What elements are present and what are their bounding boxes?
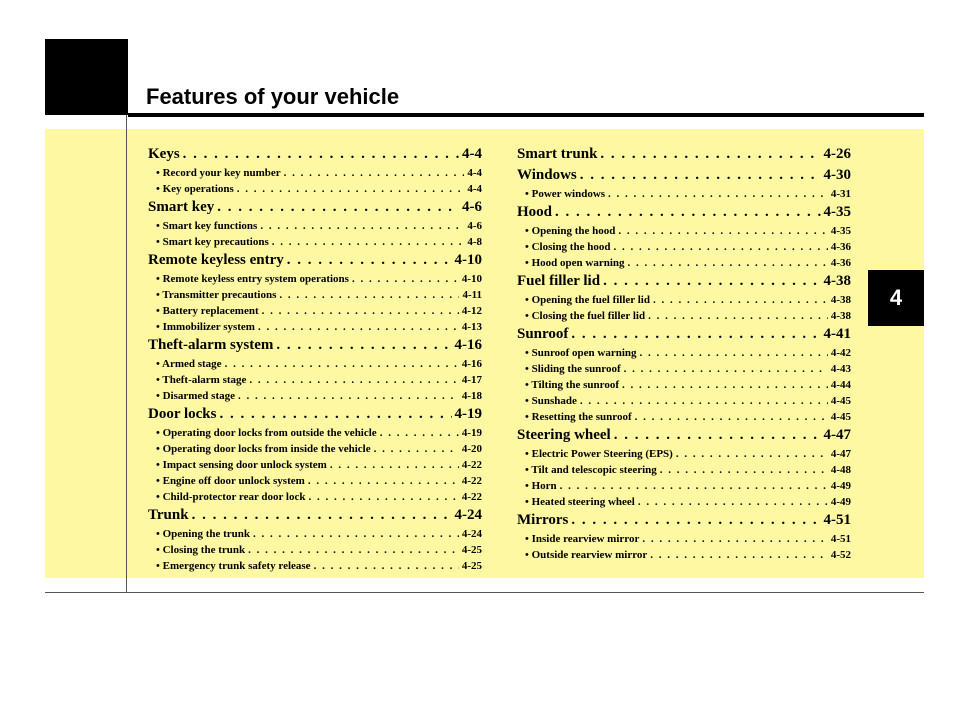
toc-subsection[interactable]: [517, 239, 851, 255]
toc-subsection-label: • Emergency trunk safety release: [156, 560, 311, 572]
toc-subsection-page: 4-44: [830, 379, 851, 391]
toc-subsection[interactable]: [148, 165, 482, 181]
toc-subsection-label: • Battery replacement: [156, 305, 259, 317]
toc-subsection-page: 4-45: [830, 395, 851, 407]
toc-section-label: Fuel filler lid: [517, 273, 601, 289]
toc-subsection-label: • Sliding the sunroof: [525, 363, 621, 375]
toc-subsection-page: 4-49: [830, 496, 851, 508]
toc-subsection-label: • Immobilizer system: [156, 321, 255, 333]
toc-section-label: Mirrors: [517, 512, 569, 528]
toc-subsection-label: • Operating door locks from outside the vehicle: [156, 427, 377, 439]
toc-subsection[interactable]: [517, 547, 851, 563]
toc-section[interactable]: [148, 250, 482, 271]
toc-subsection[interactable]: [148, 271, 482, 287]
toc-subsection-label: • Transmitter precautions: [156, 289, 277, 301]
toc-subsection-page: 4-17: [461, 374, 482, 386]
dot-leader: [580, 165, 821, 185]
toc-subsection-label: • Power windows: [525, 188, 606, 200]
dot-leader: [618, 223, 827, 239]
dot-leader: [192, 505, 452, 525]
dot-leader: [628, 255, 828, 271]
dot-leader: [635, 409, 828, 425]
toc-subsection-label: • Engine off door unlock system: [156, 475, 305, 487]
toc-subsection-page: 4-31: [830, 188, 851, 200]
toc-section[interactable]: [517, 324, 851, 345]
toc-subsection[interactable]: [148, 526, 482, 542]
toc-section[interactable]: [148, 197, 482, 218]
toc-section-page: 4-38: [823, 273, 851, 289]
toc-section[interactable]: [517, 271, 851, 292]
toc-subsection-label: • Outside rearview mirror: [525, 549, 648, 561]
toc-subsection-label: • Electric Power Steering (EPS): [525, 448, 673, 460]
toc-section-label: Steering wheel: [517, 427, 611, 443]
dot-leader: [622, 377, 828, 393]
bottom-rule: [45, 592, 924, 593]
toc-subsection[interactable]: [148, 425, 482, 441]
toc-subsection-label: • Operating door locks from inside the vehicle: [156, 443, 371, 455]
toc-section[interactable]: [148, 505, 482, 526]
toc-section-page: 4-35: [823, 204, 851, 220]
dot-leader: [287, 250, 452, 270]
toc-subsection-label: • Smart key precautions: [156, 236, 269, 248]
dot-leader: [614, 425, 821, 445]
toc-subsection[interactable]: [148, 558, 482, 574]
toc-section-page: 4-4: [462, 146, 482, 162]
toc-subsection-label: • Armed stage: [156, 358, 222, 370]
dot-leader: [237, 181, 465, 197]
toc-subsection[interactable]: [148, 319, 482, 335]
toc-subsection[interactable]: [148, 372, 482, 388]
toc-subsection-label: • Inside rearview mirror: [525, 533, 640, 545]
dot-leader: [248, 542, 459, 558]
toc-subsection-label: • Key operations: [156, 183, 234, 195]
toc-subsection[interactable]: [517, 292, 851, 308]
toc-subsection-page: 4-4: [467, 167, 482, 179]
toc-section[interactable]: [517, 202, 851, 223]
dot-leader: [309, 489, 459, 505]
toc-subsection[interactable]: [517, 186, 851, 202]
toc-section[interactable]: [148, 335, 482, 356]
toc-section-label: Smart trunk: [517, 146, 598, 162]
toc-subsection-page: 4-38: [830, 294, 851, 306]
toc-section-label: Door locks: [148, 406, 217, 422]
toc-subsection-page: 4-42: [830, 347, 851, 359]
dot-leader: [374, 441, 459, 457]
toc-subsection-page: 4-13: [461, 321, 482, 333]
dot-leader: [217, 197, 459, 217]
toc-section-page: 4-51: [823, 512, 851, 528]
toc-subsection[interactable]: [148, 473, 482, 489]
toc-section-page: 4-30: [823, 167, 851, 183]
toc-subsection-page: 4-16: [461, 358, 482, 370]
toc-subsection-page: 4-36: [830, 257, 851, 269]
dot-leader: [608, 186, 828, 202]
dot-leader: [555, 202, 820, 222]
toc-subsection[interactable]: [148, 356, 482, 372]
toc-section-label: Keys: [148, 146, 180, 162]
dot-leader: [308, 473, 459, 489]
dot-leader: [560, 478, 828, 494]
toc-subsection-page: 4-10: [461, 273, 482, 285]
dot-leader: [219, 404, 451, 424]
toc-subsection[interactable]: [148, 441, 482, 457]
toc-section-page: 4-47: [823, 427, 851, 443]
toc-subsection-page: 4-6: [467, 220, 482, 232]
dot-leader: [258, 319, 459, 335]
dot-leader: [238, 388, 459, 404]
toc-subsection-label: • Impact sensing door unlock system: [156, 459, 327, 471]
toc-right-column: [517, 144, 851, 563]
toc-subsection[interactable]: [517, 308, 851, 324]
toc-section-label: Windows: [517, 167, 577, 183]
toc-subsection-page: 4-47: [830, 448, 851, 460]
toc-subsection-label: • Hood open warning: [525, 257, 625, 269]
toc-subsection-page: 4-38: [830, 310, 851, 322]
toc-subsection-label: • Opening the fuel filler lid: [525, 294, 650, 306]
toc-subsection-label: • Disarmed stage: [156, 390, 236, 402]
toc-subsection-label: • Closing the hood: [525, 241, 611, 253]
toc-subsection[interactable]: [517, 393, 851, 409]
toc-section-label: Theft-alarm system: [148, 337, 274, 353]
toc-subsection-page: 4-18: [461, 390, 482, 402]
toc-subsection[interactable]: [148, 303, 482, 319]
toc-section-label: Sunroof: [517, 326, 569, 342]
dot-leader: [352, 271, 459, 287]
toc-subsection-page: 4-22: [461, 459, 482, 471]
toc-section-label: Trunk: [148, 507, 189, 523]
toc-section-label: Smart key: [148, 199, 215, 215]
toc-subsection[interactable]: [148, 181, 482, 197]
dot-leader: [314, 558, 459, 574]
toc-subsection[interactable]: [148, 489, 482, 505]
dot-leader: [279, 287, 459, 303]
dot-leader: [600, 144, 820, 164]
dot-leader: [330, 457, 459, 473]
toc-subsection-label: • Resetting the sunroof: [525, 411, 632, 423]
toc-subsection[interactable]: [148, 287, 482, 303]
dot-leader: [580, 393, 828, 409]
toc-subsection-label: • Horn: [525, 480, 557, 492]
toc-subsection-label: • Opening the hood: [525, 225, 616, 237]
toc-subsection-page: 4-35: [830, 225, 851, 237]
toc-subsection-label: • Closing the fuel filler lid: [525, 310, 646, 322]
dot-leader: [650, 547, 828, 563]
toc-subsection-page: 4-22: [461, 475, 482, 487]
toc-subsection-page: 4-4: [467, 183, 482, 195]
dot-leader: [253, 526, 459, 542]
dot-leader: [272, 234, 465, 250]
toc-section-label: Hood: [517, 204, 553, 220]
toc-section-label: Remote keyless entry: [148, 252, 284, 268]
toc-subsection-page: 4-19: [461, 427, 482, 439]
dot-leader: [284, 165, 465, 181]
toc-subsection[interactable]: [517, 255, 851, 271]
toc-section[interactable]: [517, 144, 851, 165]
toc-subsection-page: 4-25: [461, 544, 482, 556]
dot-leader: [676, 446, 828, 462]
dot-leader: [640, 345, 828, 361]
dot-leader: [225, 356, 459, 372]
toc-section[interactable]: [517, 510, 851, 531]
toc-section[interactable]: [148, 144, 482, 165]
toc-subsection-page: 4-52: [830, 549, 851, 561]
toc-subsection[interactable]: [148, 234, 482, 250]
toc-subsection-page: 4-24: [461, 528, 482, 540]
page-title: Features of your vehicle: [146, 84, 400, 109]
toc-section-page: 4-41: [823, 326, 851, 342]
dot-leader: [653, 292, 828, 308]
toc-section-page: 4-10: [454, 252, 482, 268]
toc-subsection-page: 4-36: [830, 241, 851, 253]
toc-subsection-page: 4-45: [830, 411, 851, 423]
dot-leader: [613, 239, 827, 255]
dot-leader: [380, 425, 459, 441]
toc-subsection-page: 4-25: [461, 560, 482, 572]
dot-leader: [262, 303, 459, 319]
toc-section-page: 4-19: [454, 406, 482, 422]
toc-subsection-label: • Tilt and telescopic steering: [525, 464, 657, 476]
dot-leader: [642, 531, 827, 547]
toc-subsection[interactable]: [517, 361, 851, 377]
toc-section-page: 4-24: [454, 507, 482, 523]
toc-subsection[interactable]: [517, 531, 851, 547]
toc-section-page: 4-16: [454, 337, 482, 353]
dot-leader: [571, 324, 820, 344]
toc-subsection[interactable]: [517, 345, 851, 361]
dot-leader: [624, 361, 828, 377]
toc-subsection-label: • Theft-alarm stage: [156, 374, 247, 386]
toc-subsection[interactable]: [148, 457, 482, 473]
toc-subsection-label: • Tilting the sunroof: [525, 379, 620, 391]
toc-subsection-page: 4-49: [830, 480, 851, 492]
toc-subsection-label: • Opening the trunk: [156, 528, 251, 540]
toc-subsection-label: • Sunshade: [525, 395, 577, 407]
toc-subsection-page: 4-20: [461, 443, 482, 455]
dot-leader: [571, 510, 820, 530]
dot-leader: [276, 335, 451, 355]
toc-subsection[interactable]: [517, 462, 851, 478]
toc-subsection-label: • Closing the trunk: [156, 544, 246, 556]
toc-subsection-label: • Smart key functions: [156, 220, 258, 232]
dot-leader: [249, 372, 458, 388]
toc-subsection-page: 4-8: [467, 236, 482, 248]
toc-subsection[interactable]: [517, 494, 851, 510]
toc-section[interactable]: [517, 165, 851, 186]
toc-subsection[interactable]: [517, 377, 851, 393]
toc-subsection-page: 4-12: [461, 305, 482, 317]
toc-subsection-page: 4-43: [830, 363, 851, 375]
toc-subsection[interactable]: [517, 409, 851, 425]
toc-section-page: 4-26: [823, 146, 851, 162]
toc-subsection-label: • Record your key number: [156, 167, 281, 179]
toc-left-column: [148, 144, 482, 574]
toc-subsection[interactable]: [517, 223, 851, 239]
toc-subsection-page: 4-11: [462, 289, 482, 301]
toc-subsection-label: • Sunroof open warning: [525, 347, 637, 359]
dot-leader: [648, 308, 828, 324]
title-rule: [128, 113, 924, 117]
toc-subsection[interactable]: [517, 446, 851, 462]
toc-subsection-label: • Child-protector rear door lock: [156, 491, 306, 503]
dot-leader: [183, 144, 459, 164]
toc-subsection[interactable]: [148, 218, 482, 234]
toc-subsection-page: 4-48: [830, 464, 851, 476]
toc-subsection-page: 4-22: [461, 491, 482, 503]
header-black-block: [45, 39, 128, 115]
toc-subsection-page: 4-51: [830, 533, 851, 545]
toc-subsection[interactable]: [148, 388, 482, 404]
chapter-tab[interactable]: 4: [868, 270, 924, 326]
left-vertical-rule: [126, 115, 127, 593]
toc-subsection-label: • Remote keyless entry system operations: [156, 273, 349, 285]
dot-leader: [260, 218, 464, 234]
toc-subsection-label: • Heated steering wheel: [525, 496, 635, 508]
toc-section-page: 4-6: [462, 199, 482, 215]
dot-leader: [660, 462, 828, 478]
toc-section[interactable]: [148, 404, 482, 425]
dot-leader: [603, 271, 820, 291]
toc-subsection[interactable]: [517, 478, 851, 494]
dot-leader: [638, 494, 828, 510]
toc-section[interactable]: [517, 425, 851, 446]
toc-subsection[interactable]: [148, 542, 482, 558]
